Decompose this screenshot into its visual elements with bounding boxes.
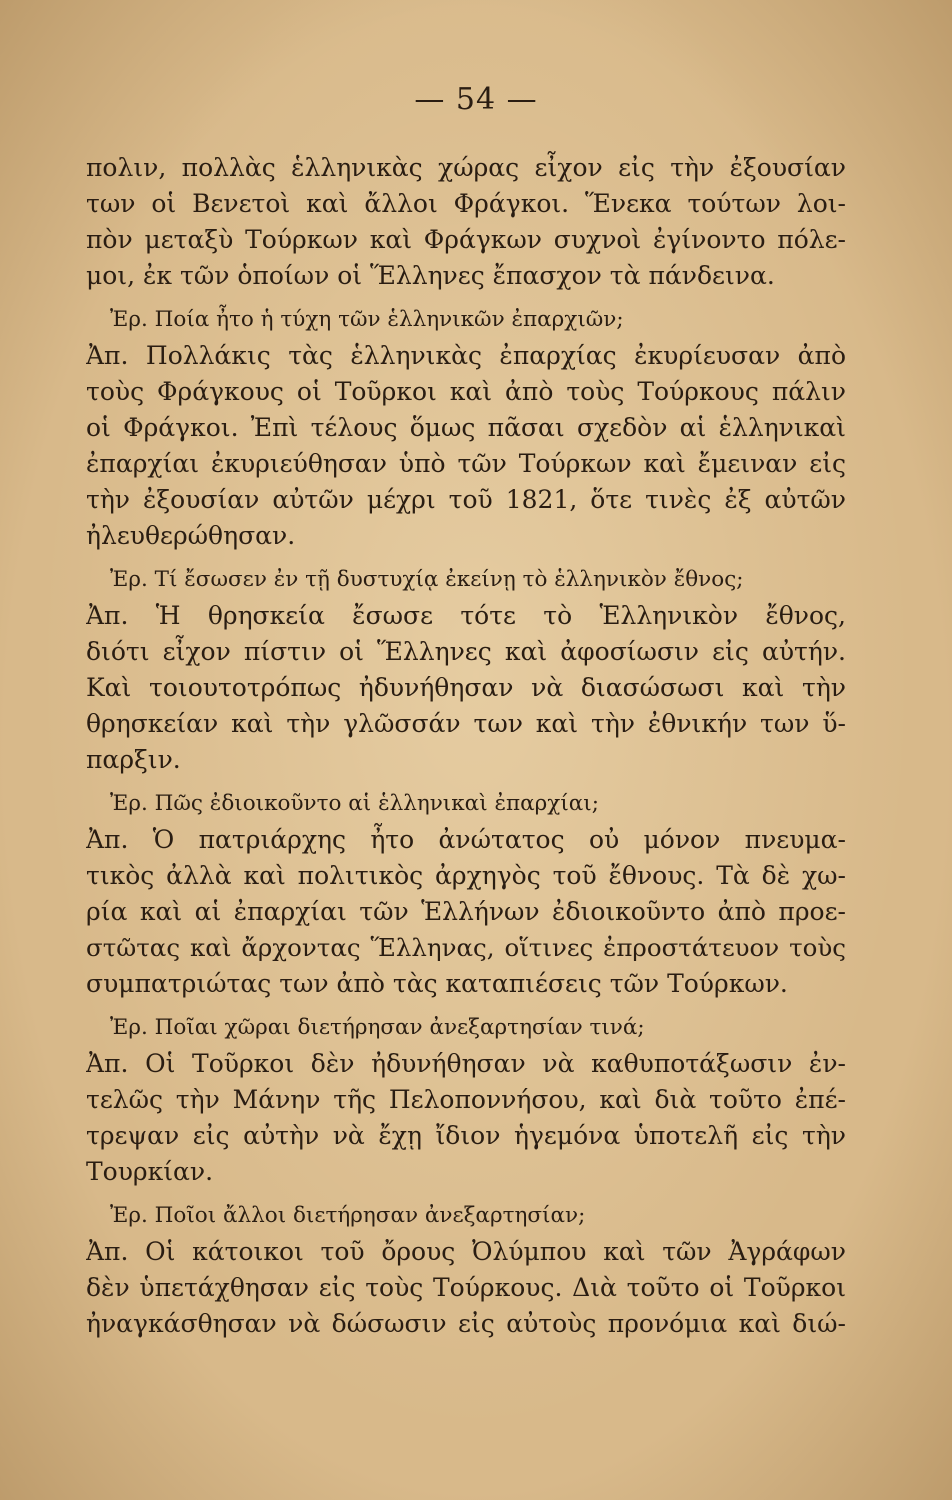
text-line: θρησκείαν καὶ τὴν γλῶσσάν των καὶ τὴν ἐθνικήν των ὕ- xyxy=(86,709,846,738)
page-number: — 54 — xyxy=(414,82,538,117)
text-line: ἠλευθερώθησαν. xyxy=(86,521,296,550)
text-line: τρεψαν εἰς αὐτὴν νὰ ἔχῃ ἴδιον ἡγεμόνα ὑποτελῆ εἰς τὴν xyxy=(86,1121,846,1150)
answer-line: Ἀπ. Πολλάκις τὰς ἑλληνικὰς ἐπαρχίας ἐκυρίευσαν ἀπὸ xyxy=(86,341,846,370)
question-line: Ἐρ. Πῶς ἐδιοικοῦντο αἱ ἑλληνικαὶ ἐπαρχίαι; xyxy=(110,791,599,816)
text-line: των οἱ Βενετοὶ καὶ ἄλλοι Φράγκοι. Ἕνεκα τούτων λοι- xyxy=(86,189,846,218)
text-line: Τουρκίαν. xyxy=(86,1157,214,1186)
text-line: τοὺς Φράγκους οἱ Τοῦρκοι καὶ ἀπὸ τοὺς Τούρκους πάλιν xyxy=(86,377,846,406)
text-line: δὲν ὑπετάχθησαν εἰς τοὺς Τούρκους. Διὰ τοῦτο οἱ Τοῦρκοι xyxy=(86,1273,846,1302)
text-line: Καὶ τοιουτοτρόπως ἠδυνήθησαν νὰ διασώσωσι καὶ τὴν xyxy=(86,673,846,702)
body-text xyxy=(86,150,846,1342)
text-line: τελῶς τὴν Μάνην τῆς Πελοποννήσου, καὶ διὰ τοῦτο ἐπέ- xyxy=(86,1085,846,1114)
answer-line: Ἀπ. Ἡ θρησκεία ἔσωσε τότε τὸ Ἑλληνικὸν ἔθνος, xyxy=(86,601,846,630)
text-line: στῶτας καὶ ἄρχοντας Ἕλληνας, οἵτινες ἐπροστάτευον τοὺς xyxy=(86,933,846,962)
text-line: οἱ Φράγκοι. Ἐπὶ τέλους ὅμως πᾶσαι σχεδὸν αἱ ἑλληνικαὶ xyxy=(86,413,846,442)
text-line: ἐπαρχίαι ἐκυριεύθησαν ὑπὸ τῶν Τούρκων καὶ ἔμειναν εἰς xyxy=(86,449,846,478)
text-line: πὸν μεταξὺ Τούρκων καὶ Φράγκων συχνοὶ ἐγίνοντο πόλε- xyxy=(86,225,846,254)
question-line: Ἐρ. Ποῖοι ἄλλοι διετήρησαν ἀνεξαρτησίαν; xyxy=(110,1203,586,1228)
question-line: Ἐρ. Ποία ἦτο ἡ τύχη τῶν ἑλληνικῶν ἐπαρχιῶν; xyxy=(110,307,624,332)
question-line: Ἐρ. Ποῖαι χῶραι διετήρησαν ἀνεξαρτησίαν τινά; xyxy=(110,1015,645,1040)
text-line: τικὸς ἀλλὰ καὶ πολιτικὸς ἀρχηγὸς τοῦ ἔθνους. Τὰ δὲ χω- xyxy=(86,861,846,890)
answer-line: Ἀπ. Οἱ κάτοικοι τοῦ ὄρους Ὀλύμπου καὶ τῶν Ἀγράφων xyxy=(86,1237,846,1266)
text-line: παρξιν. xyxy=(86,745,181,774)
text-line: ρία καὶ αἱ ἐπαρχίαι τῶν Ἑλλήνων ἐδιοικοῦντο ἀπὸ προε- xyxy=(86,897,846,926)
text-line: συμπατριώτας των ἀπὸ τὰς καταπιέσεις τῶν Τούρκων. xyxy=(86,969,788,998)
text-line: πολιν, πολλὰς ἑλληνικὰς χώρας εἶχον εἰς τὴν ἐξουσίαν xyxy=(86,153,846,182)
text-line: ἠναγκάσθησαν νὰ δώσωσιν εἰς αὐτοὺς προνόμια καὶ διώ- xyxy=(86,1309,846,1338)
text-line: διότι εἶχον πίστιν οἱ Ἕλληνες καὶ ἀφοσίωσιν εἰς αὐτήν. xyxy=(86,637,846,666)
text-line: τὴν ἐξουσίαν αὐτῶν μέχρι τοῦ 1821, ὅτε τινὲς ἐξ αὐτῶν xyxy=(86,485,846,514)
question-line: Ἐρ. Τί ἔσωσεν ἐν τῇ δυστυχίᾳ ἐκείνῃ τὸ ἑλληνικὸν ἔθνος; xyxy=(110,567,744,592)
text-line: μοι, ἐκ τῶν ὁποίων οἱ Ἕλληνες ἔπασχον τὰ πάνδεινα. xyxy=(86,261,775,290)
answer-line: Ἀπ. Οἱ Τοῦρκοι δὲν ἠδυνήθησαν νὰ καθυποτάξωσιν ἐν- xyxy=(86,1049,846,1078)
answer-line: Ἀπ. Ὁ πατριάρχης ἦτο ἀνώτατος οὐ μόνον πνευμα- xyxy=(86,825,846,854)
